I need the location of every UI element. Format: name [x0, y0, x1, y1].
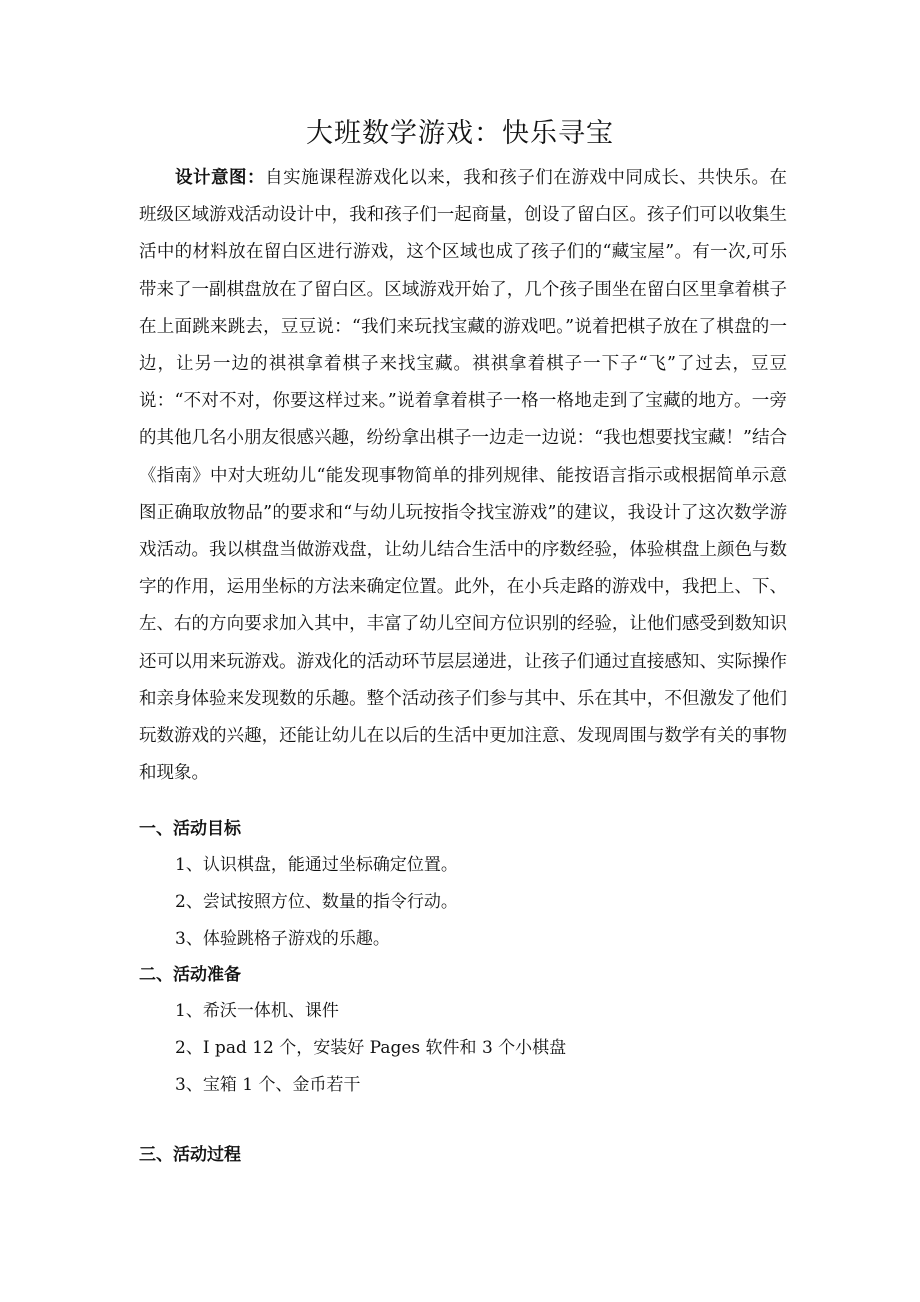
goal-item: 2、尝试按照方位、数量的指令行动。: [175, 892, 458, 912]
section-heading-goals: 一、活动目标: [139, 819, 241, 839]
section-heading-preparation: 二、活动准备: [139, 965, 241, 985]
design-intent-label: 设计意图：: [175, 168, 266, 188]
preparation-item: 3、宝箱 1 个、金币若干: [175, 1075, 361, 1095]
design-intent-text: 自实施课程游戏化以来，我和孩子们在游戏中同成长、共快乐。在班级区域游戏活动设计中，我和孩子们一起商量，创设了留白区。孩子们可以收集生活中的材料放在留白区进行游戏，这个区域也成了孩子们的“藏宝屋”。有一次,可乐带来了一副棋盘放在了留白区。区域游戏开始了，几个孩子围坐在留白区里拿着棋子在上面跳来跳去，豆豆说：“我们来玩找宝藏的游戏吧。”说着把棋子放在了棋盘的一边，让另一边的祺祺拿着棋子来找宝藏。祺祺拿着棋子一下子“飞”了过去，豆豆说：“不对不对，你要这样过来。”说着拿着棋子一格一格地走到了宝藏的地方。一旁的其他几名小朋友很感兴趣，纷纷拿出棋子一边走一边说：“我也想要找宝藏！”结合《指南》中对大班幼儿“能发现事物简单的排列规律、能按语言指示或根据简单示意图正确取放物品”的要求和“与幼儿玩按指令找宝游戏”的建议，我设计了这次数学游戏活动。我以棋盘当做游戏盘，让幼儿结合生活中的序数经验，体验棋盘上颜色与数字的作用，运用坐标的方法来确定位置。此外，在小兵走路的游戏中，我把上、下、左、右的方向要求加入其中，丰富了幼儿空间方位识别的经验，让他们感受到数知识还可以用来玩游戏。游戏化的活动环节层层递进，让孩子们通过直接感知、实际操作和亲身体验来发现数的乐趣。整个活动孩子们参与其中、乐在其中，不但激发了他们玩数游戏的兴趣，还能让幼儿在以后的生活中更加注意、发现周围与数学有关的事物和现象。: [139, 168, 788, 784]
goal-item: 3、体验跳格子游戏的乐趣。: [175, 929, 390, 949]
preparation-item: 2、I pad 12 个，安装好 Pages 软件和 3 个小棋盘: [175, 1038, 567, 1058]
section-heading-process: 三、活动过程: [139, 1145, 241, 1165]
preparation-item: 1、希沃一体机、课件: [175, 1001, 339, 1021]
document-title: 大班数学游戏：快乐寻宝: [306, 118, 614, 149]
goal-item: 1、认识棋盘，能通过坐标确定位置。: [175, 855, 458, 875]
design-intent-paragraph: [139, 160, 787, 792]
